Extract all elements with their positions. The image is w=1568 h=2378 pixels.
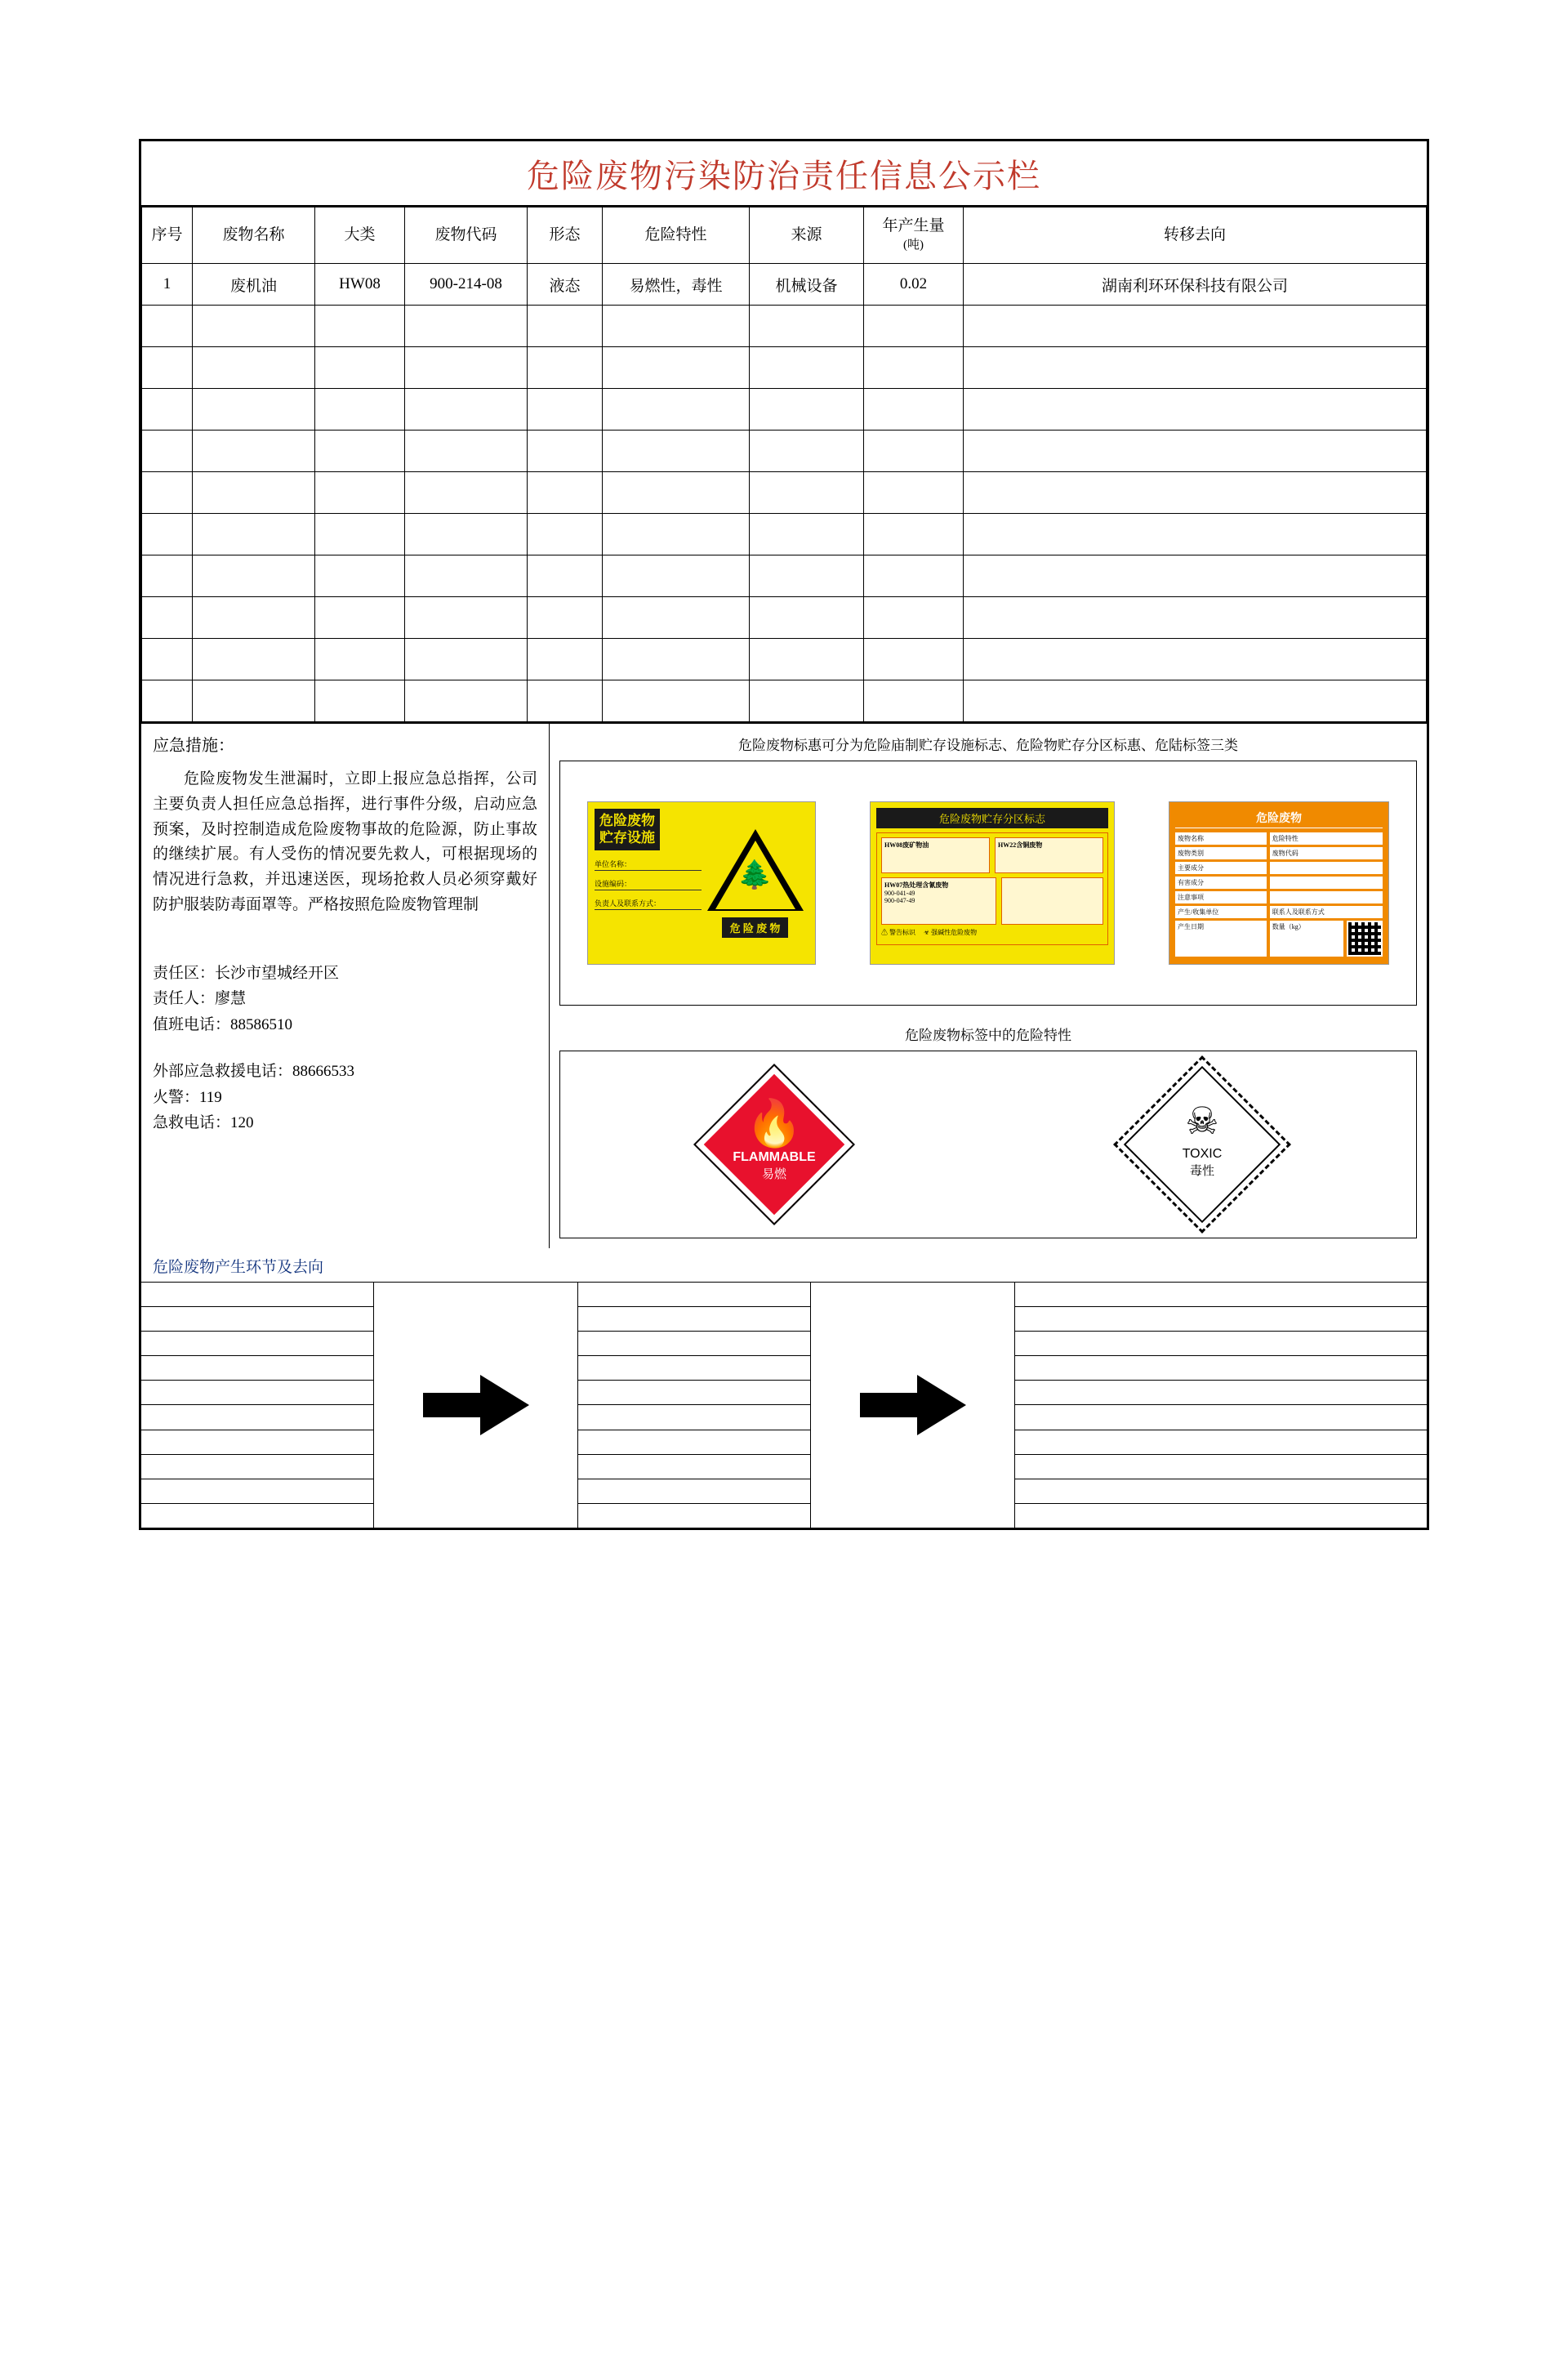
label1-footer: 危 险 废 物: [722, 917, 789, 938]
table-row-empty: [142, 389, 1427, 431]
external-phone: 外部应急救援电话：88666533: [153, 1063, 355, 1081]
label3-key: 废物类别: [1175, 847, 1267, 859]
flow-lines: [578, 1283, 810, 1528]
emergency-text-column: [141, 724, 550, 1248]
emergency-section: [141, 722, 1427, 1248]
th-hazard: 危险特性: [603, 207, 750, 264]
flow-arrow-2: [811, 1283, 1015, 1528]
waste-table: [141, 207, 1427, 722]
table-row-empty: [142, 306, 1427, 347]
label3-val: [1270, 877, 1383, 889]
flammable-pictogram: [697, 1067, 852, 1222]
table-row-empty: [142, 597, 1427, 639]
responsibility-block: [153, 961, 537, 1038]
flow-column-lines: [141, 1283, 374, 1528]
label1-fields: [595, 859, 702, 910]
label-gallery: [559, 761, 1417, 1006]
fire-phone: 火警：119: [153, 1088, 222, 1106]
label3-val: [1270, 891, 1383, 903]
table-header-row: [142, 207, 1427, 264]
hazard-caption: 危险废物标签中的危险特性: [905, 1028, 1071, 1043]
storage-zone-label: [870, 801, 1115, 965]
label1-field: 单位名称：: [595, 859, 702, 871]
label3-row: [1175, 862, 1383, 874]
cell-amount: 0.02: [864, 264, 964, 306]
hazardous-waste-tag-label: [1169, 801, 1389, 965]
page-title: 危险废物污染防治责任信息公示栏: [527, 157, 1041, 194]
label3-key: 注意事项: [1175, 891, 1267, 903]
label3-title: 危险废物: [1175, 808, 1383, 828]
table-row: [142, 264, 1427, 306]
flow-caption: 危险废物产生环节及去向: [153, 1259, 324, 1276]
emergency-heading: 应急措施：: [153, 737, 234, 755]
label3-val: 联系人及联系方式: [1270, 906, 1383, 918]
flow-diagram: [141, 1282, 1427, 1528]
label2-footer-right: ☣ 强碱性危险废物: [924, 929, 978, 936]
skull-icon: ☠: [1185, 1100, 1219, 1142]
title-row: [141, 141, 1427, 207]
ambulance-phone: 急救电话：120: [153, 1114, 254, 1132]
resp-person: 责任人：廖慧: [153, 990, 247, 1008]
external-contacts: [153, 1059, 537, 1136]
label2-footer-left: ⚠ 警告标识: [881, 929, 915, 936]
cell-category: HW08: [315, 264, 405, 306]
flow-column-lines: [578, 1283, 811, 1528]
label3-key: 主要成分: [1175, 862, 1267, 874]
label3-row: [1175, 921, 1383, 957]
qr-code-icon: [1347, 921, 1383, 957]
label2-cell-title: HW22含铜废物: [998, 841, 1043, 849]
flow-lines: [141, 1283, 373, 1528]
th-amount-label: 年产生量: [882, 217, 945, 235]
table-body: [142, 264, 1427, 722]
environment-hazard-triangle-icon: [707, 829, 804, 911]
toxic-content: [1161, 1100, 1243, 1193]
label2-body: [876, 832, 1108, 945]
label1-field: 设施编码：: [595, 878, 702, 890]
flammable-en: FLAMMABLE: [733, 1150, 816, 1164]
cell-state: 液态: [528, 264, 603, 306]
table-row-empty: [142, 555, 1427, 597]
flow-lines: [1015, 1283, 1427, 1528]
right-arrow-icon: [860, 1375, 966, 1435]
cell-source: 机械设备: [750, 264, 864, 306]
label3-row: [1175, 891, 1383, 903]
label2-left-title: HW07热处理含氰废物: [884, 881, 949, 889]
flow-column-lines: [1015, 1283, 1427, 1528]
label1-right: [702, 809, 808, 957]
th-category: 大类: [315, 207, 405, 264]
toxic-zh: 毒性: [1189, 1165, 1214, 1178]
flow-arrow-1: [374, 1283, 578, 1528]
label2-title: 危险废物贮存分区标志: [876, 808, 1108, 828]
cell-hazard: 易燃性，毒性: [603, 264, 750, 306]
label2-cell: [881, 837, 990, 873]
label2-cell-row: [881, 837, 1103, 873]
th-source: 来源: [750, 207, 864, 264]
table-row-empty: [142, 472, 1427, 514]
cell-code: 900-214-08: [405, 264, 528, 306]
label1-title: 危险废物 贮存设施: [595, 809, 660, 850]
label2-footer: [881, 928, 1103, 937]
th-no: 序号: [142, 207, 193, 264]
table-row-empty: [142, 347, 1427, 389]
cell-name: 废机油: [193, 264, 315, 306]
storage-facility-label: [587, 801, 816, 965]
public-notice-board: [139, 139, 1429, 1530]
resp-area: 责任区：长沙市望城经开区: [153, 964, 340, 982]
label2-left-cell: [881, 877, 996, 925]
label2-code: 900-041-49: [884, 890, 915, 897]
hazard-pictogram-row: [559, 1051, 1417, 1238]
label3-val: 数量（kg）: [1270, 921, 1343, 957]
label1-left: [595, 809, 702, 957]
th-code: 废物代码: [405, 207, 528, 264]
table-row-empty: [142, 639, 1427, 680]
label3-key: 废物名称: [1175, 832, 1267, 845]
cell-destination: 湖南利环环保科技有限公司: [964, 264, 1427, 306]
label3-key: 产生/收集单位: [1175, 906, 1267, 918]
label3-key: 有害成分: [1175, 877, 1267, 889]
label2-cell-title: HW08废矿物油: [884, 841, 929, 849]
duty-phone: 值班电话：88586510: [153, 1015, 293, 1033]
emergency-paragraph: 危险废物发生泄漏时，立即上报应急总指挥，公司主要负责人担任应急总指挥，进行事件分级，启动应急预案，及时控制造成危险废物事故的危险源，防止事故的继续扩展。有人受伤的情况要先救人，可根据现场的情况进行急救，并迅速送医，现场抢救人员必须穿戴好防护服装防毒面罩等。严格按照危险废物管理制: [153, 770, 537, 913]
flame-icon: 🔥: [746, 1099, 803, 1149]
label1-field: 负责人及联系方式：: [595, 898, 702, 910]
label3-row: [1175, 906, 1383, 918]
toxic-pictogram: [1125, 1067, 1280, 1222]
label2-right-cell: [1001, 877, 1103, 925]
label3-row: [1175, 832, 1383, 845]
th-destination: 转移去向: [964, 207, 1427, 264]
th-amount-unit: (吨): [903, 239, 924, 252]
label2-detail-row: [881, 877, 1103, 925]
right-arrow-icon: [423, 1375, 529, 1435]
th-state: 形态: [528, 207, 603, 264]
label3-val: [1270, 862, 1383, 874]
label3-val: 废物代码: [1270, 847, 1383, 859]
label3-val: 危险特性: [1270, 832, 1383, 845]
table-row-empty: [142, 514, 1427, 555]
table-row-empty: [142, 431, 1427, 472]
cell-no: 1: [142, 264, 193, 306]
dead-tree-fish-icon: 🌲: [737, 859, 773, 890]
label3-row: [1175, 847, 1383, 859]
toxic-en: TOXIC: [1182, 1147, 1223, 1161]
flammable-zh: 易燃: [761, 1168, 786, 1181]
label3-row: [1175, 877, 1383, 889]
labels-caption: 危险废物标惠可分为危险庙制贮存设施标志、危险物贮存分区标惠、危陆标签三类: [738, 738, 1238, 753]
flammable-content: [729, 1096, 819, 1193]
label2-code: 900-047-49: [884, 897, 915, 904]
th-amount: [864, 207, 964, 264]
table-row-empty: [142, 680, 1427, 722]
labels-column: [550, 724, 1427, 1248]
label3-grid: [1175, 832, 1383, 957]
label3-key: 产生日期: [1175, 921, 1267, 957]
th-name: 废物名称: [193, 207, 315, 264]
label2-cell: [995, 837, 1103, 873]
